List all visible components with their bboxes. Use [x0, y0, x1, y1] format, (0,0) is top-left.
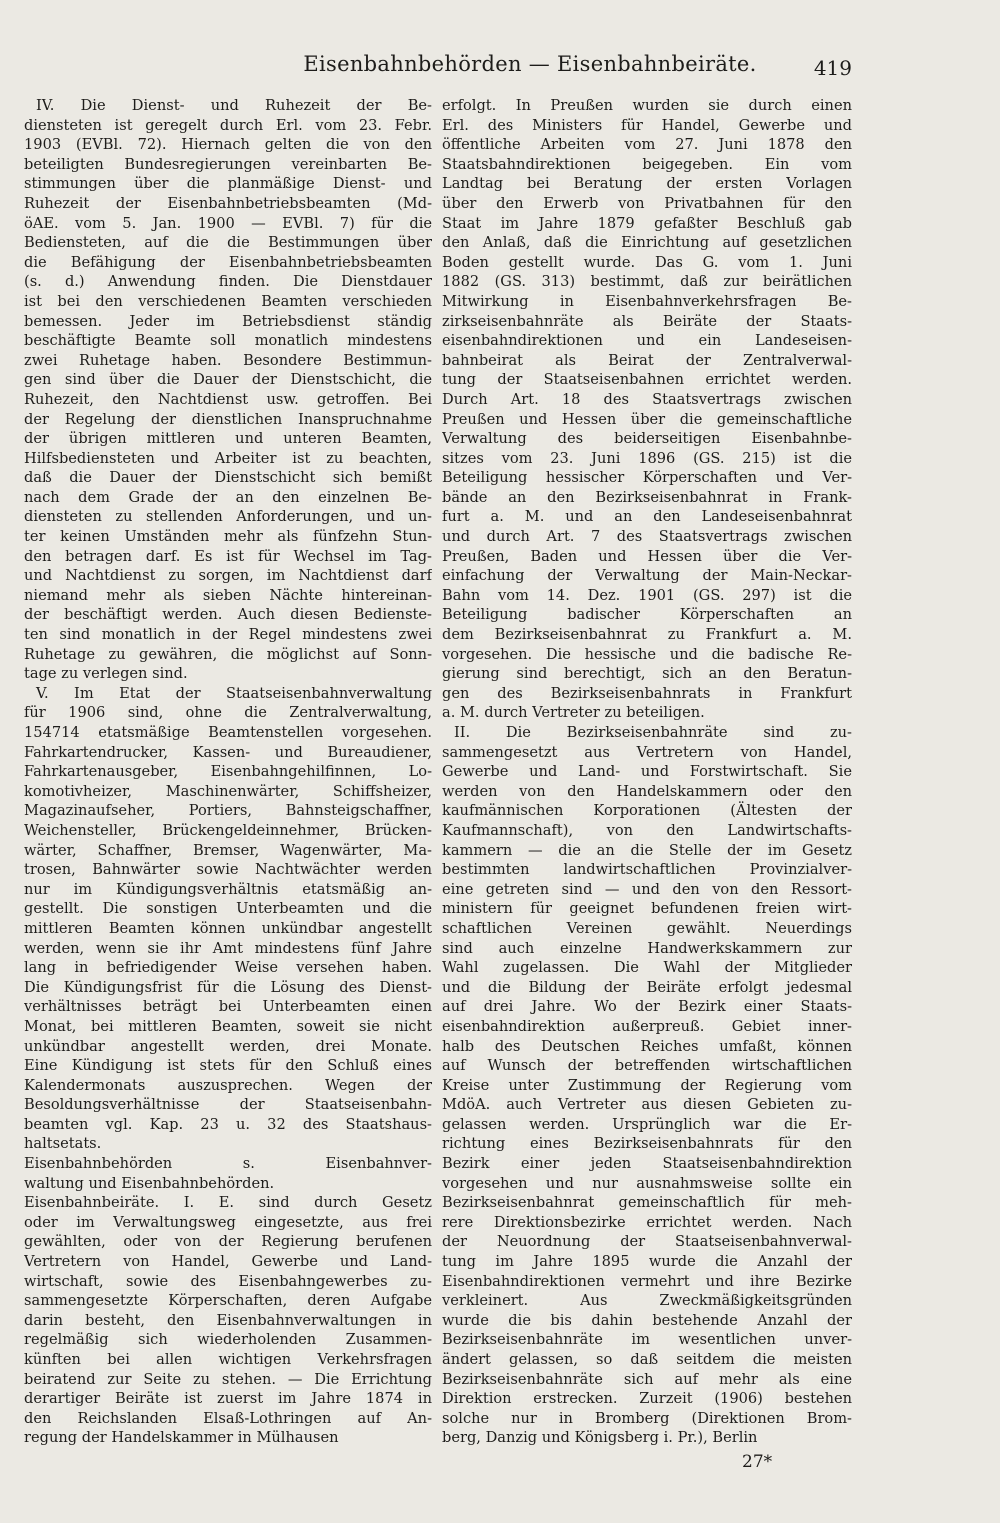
text-line: Hilfsbediensteten und Arbeiter ist zu beachten, [24, 449, 432, 467]
text-line: gierung sind berechtigt, sich an den Beratun- [442, 665, 852, 683]
text-line: Monat, bei mittleren Beamten, soweit sie nicht [24, 1017, 432, 1035]
text-line: derartiger Beiräte ist zuerst im Jahre 1874 in [24, 1390, 432, 1408]
text-line: furt a. M. und an den Landeseisenbahnrat [442, 508, 852, 526]
text-line: rere Direktionsbezirke errichtet werden. Nach [442, 1213, 852, 1231]
text-line: künften bei allen wichtigen Verkehrsfragen [24, 1351, 432, 1368]
text-line: ministern für geeignet befundenen freien wirt- [442, 900, 852, 918]
text-line: solche nur in Bromberg (Direktionen Brom- [442, 1409, 852, 1427]
text-line: gewählten, oder von der Regierung berufenen [24, 1233, 432, 1251]
text-line: Gewerbe und Land- und Forstwirtschaft. Sie [442, 763, 852, 781]
text-line: II. Die Bezirkseisenbahnräte sind zu- [454, 724, 852, 741]
text-line: und Nachtdienst zu sorgen, im Nachtdienst darf [24, 567, 432, 585]
text-line: waltung und Eisenbahnbehörden. [24, 1174, 275, 1192]
text-line: wurde die bis dahin bestehende Anzahl der [442, 1311, 852, 1329]
text-line: werden von den Handelskammern oder den [442, 782, 852, 800]
text-line: regung der Handelskammer in Mülhausen [24, 1429, 339, 1447]
running-header: Eisenbahnbehörden — Eisenbahnbeiräte. [303, 52, 757, 76]
text-line: V. Im Etat der Staatseisenbahnverwaltung [36, 684, 432, 702]
text-line: tage zu verlegen sind. [24, 665, 188, 683]
text-line: (s. d.) Anwendung finden. Die Dienstdauer [24, 273, 432, 291]
right-text-column [442, 96, 852, 1448]
text-line: tung der Staatseisenbahnen errichtet werden. [442, 371, 852, 389]
text-line: vorgesehen. Die hessische und die badische Re- [442, 645, 852, 663]
text-line: der Regelung der dienstlichen Inanspruchnahme [24, 410, 432, 428]
text-line: sitzes vom 23. Juni 1896 (GS. 215) ist die [442, 449, 852, 467]
text-line: und die Bildung der Beiräte erfolgt jedesmal [442, 978, 852, 996]
text-line: Preußen und Hessen über die gemeinschaftliche [442, 410, 852, 428]
text-line: mittleren Beamten können unkündbar angestellt [24, 919, 432, 937]
text-line: über den Erwerb von Privatbahnen für den [442, 194, 852, 212]
text-line: bestimmten landwirtschaftlichen Provinzialver- [442, 861, 852, 879]
text-line: haltsetats. [24, 1135, 102, 1153]
text-line: die Befähigung der Eisenbahnbetriebsbeamten [24, 253, 432, 271]
text-line: bemessen. Jeder im Betriebsdienst ständig [24, 312, 432, 330]
text-line: eine getreten sind — und den von den Ressort- [442, 880, 852, 898]
text-line: a. M. durch Vertreter zu beteiligen. [442, 704, 705, 722]
text-line: 1882 (GS. 313) bestimmt, daß zur beirätlichen [442, 273, 852, 291]
text-line: Bezirkseisenbahnrat gemeinschaftlich für meh- [442, 1194, 852, 1212]
text-line: bände an den Bezirkseisenbahnrat in Frank- [442, 488, 852, 506]
text-line: Erl. des Ministers für Handel, Gewerbe und [442, 116, 852, 134]
text-line: dem Bezirkseisenbahnrat zu Frankfurt a. M. [442, 626, 852, 644]
text-line: Boden gestellt wurde. Das G. vom 1. Juni [442, 253, 852, 271]
text-line: Durch Art. 18 des Staatsvertrags zwischen [442, 390, 852, 408]
text-line: der beschäftigt werden. Auch diesen Bedienste- [24, 606, 432, 624]
text-line: gen des Bezirkseisenbahnrats in Frankfurt [442, 684, 852, 702]
text-line: beamten vgl. Kap. 23 u. 32 des Staatshaus- [24, 1115, 432, 1133]
text-line: Kalendermonats auszusprechen. Wegen der [24, 1076, 432, 1094]
text-line: darin besteht, den Eisenbahnverwaltungen in [24, 1311, 432, 1329]
text-line: Direktion erstrecken. Zurzeit (1906) bestehen [442, 1390, 852, 1408]
text-line: kammern — die an die Stelle der im Gesetz [442, 841, 852, 859]
text-line: berg, Danzig und Königsberg i. Pr.), Berlin [442, 1429, 758, 1447]
text-line: ist bei den verschiedenen Beamten verschieden [24, 292, 432, 310]
text-line: 1903 (EVBl. 72). Hiernach gelten die von den [24, 136, 432, 154]
text-line: Ruhetage zu gewähren, die möglichst auf Sonn- [24, 645, 432, 663]
text-line: diensteten zu stellenden Anforderungen, und un- [24, 508, 432, 526]
text-line: Fahrkartenausgeber, Eisenbahngehilfinnen, Lo- [24, 763, 432, 781]
text-line: halb des Deutschen Reiches umfaßt, können [442, 1037, 852, 1055]
text-line: verkleinert. Aus Zweckmäßigkeitsgründen [442, 1292, 852, 1310]
text-line: sammengesetzte Körperschaften, deren Aufgabe [24, 1292, 432, 1310]
text-line: Staat im Jahre 1879 gefaßter Beschluß gab [442, 214, 852, 232]
text-line: Eine Kündigung ist stets für den Schluß eines [24, 1057, 432, 1075]
text-line: den Anlaß, daß die Einrichtung auf gesetzlichen [442, 234, 852, 252]
text-line: beiratend zur Seite zu stehen. — Die Errichtung [24, 1370, 432, 1388]
text-line: lang in befriedigender Weise versehen haben. [24, 959, 432, 977]
text-line: kaufmännischen Korporationen (Ältesten der [442, 802, 852, 820]
text-line: Fahrkartendrucker, Kassen- und Bureaudiener, [24, 743, 432, 761]
sheet-signature: 27* [742, 1452, 773, 1472]
text-line: sind auch einzelne Handwerkskammern zur [442, 939, 852, 957]
text-line: IV. Die Dienst- und Ruhezeit der Be- [36, 97, 432, 114]
text-line: ändert gelassen, so daß seitdem die meisten [442, 1351, 852, 1368]
text-line: wärter, Schaffner, Bremser, Wagenwärter, Ma- [24, 841, 432, 859]
text-line: auf Wunsch der betreffenden wirtschaftlichen [442, 1057, 852, 1075]
text-line: gelassen werden. Ursprünglich war die Er- [442, 1115, 852, 1133]
text-line: Preußen, Baden und Hessen über die Ver- [442, 547, 852, 565]
text-line: 154714 etatsmäßige Beamtenstellen vorgesehen. [24, 724, 432, 741]
text-line: den Reichslanden Elsaß-Lothringen auf An- [24, 1409, 432, 1427]
text-line: unkündbar angestellt werden, drei Monate. [24, 1037, 432, 1055]
text-line: Ruhezeit, den Nachtdienst usw. getroffen. Bei [24, 390, 432, 408]
text-line: gestellt. Die sonstigen Unterbeamten und die [24, 900, 432, 918]
text-line: Weichensteller, Brückengeldeinnehmer, Brücken- [24, 821, 432, 839]
left-text-column [24, 96, 432, 1448]
text-line: den betragen darf. Es ist für Wechsel im Tag- [24, 547, 432, 565]
text-line: Beteiligung badischer Körperschaften an [442, 606, 852, 624]
text-line: tung im Jahre 1895 wurde die Anzahl der [442, 1253, 852, 1271]
text-line: komotivheizer, Maschinenwärter, Schiffsheizer, [24, 782, 432, 800]
text-line: Kaufmannschaft), von den Landwirtschafts- [442, 821, 852, 839]
text-line: öAE. vom 5. Jan. 1900 — EVBl. 7) für die [24, 214, 432, 232]
text-line: Eisenbahnbeiräte. I. E. sind durch Gesetz [24, 1194, 432, 1212]
text-line: diensteten ist geregelt durch Erl. vom 23. Febr. [24, 116, 432, 134]
text-line: Magazinaufseher, Portiers, Bahnsteigschaffner, [24, 802, 432, 820]
text-line: auf drei Jahre. Wo der Bezirk einer Staats- [442, 998, 852, 1016]
text-line: Bezirk einer jeden Staatseisenbahndirektion [442, 1155, 852, 1173]
text-line: vorgesehen und nur ausnahmsweise sollte ein [442, 1174, 852, 1192]
text-line: einfachung der Verwaltung der Main-Neckar- [442, 567, 852, 585]
text-line: erfolgt. In Preußen wurden sie durch einen [442, 97, 852, 114]
text-line: Die Kündigungsfrist für die Lösung des Dienst- [24, 978, 432, 996]
text-line: Kreise unter Zustimmung der Regierung vom [442, 1076, 852, 1094]
text-line: eisenbahndirektionen und ein Landeseisen- [442, 332, 852, 350]
text-line: bahnbeirat als Beirat der Zentralverwal- [442, 351, 852, 369]
text-line: der übrigen mittleren und unteren Beamten, [24, 430, 432, 448]
text-line: öffentliche Arbeiten vom 27. Juni 1878 den [442, 136, 852, 154]
text-line: regelmäßig sich wiederholenden Zusammen- [24, 1331, 432, 1349]
text-line: sammengesetzt aus Vertretern von Handel, [442, 743, 852, 761]
text-line: nach dem Grade der an den einzelnen Be- [24, 488, 432, 506]
text-line: beteiligten Bundesregierungen vereinbarten Be- [24, 155, 432, 173]
text-line: trosen, Bahnwärter sowie Nachtwächter werden [24, 861, 432, 879]
text-line: Verwaltung des beiderseitigen Eisenbahnbe- [442, 430, 852, 448]
text-line: nur im Kündigungsverhältnis etatsmäßig an- [24, 880, 432, 898]
text-line: Beteiligung hessischer Körperschaften und Ver- [442, 469, 852, 487]
text-line: der Neuordnung der Staatseisenbahnverwal- [442, 1233, 852, 1251]
text-line: Mitwirkung in Eisenbahnverkehrsfragen Be- [442, 292, 852, 310]
text-line: Bezirkseisenbahnräte sich auf mehr als eine [442, 1370, 852, 1388]
text-line: werden, wenn sie ihr Amt mindestens fünf Jahre [24, 939, 432, 957]
text-line: Landtag bei Beratung der ersten Vorlagen [442, 175, 852, 193]
text-line: ter keinen Umständen mehr als fünfzehn Stun- [24, 528, 432, 546]
text-line: für 1906 sind, ohne die Zentralverwaltung, [24, 704, 432, 722]
text-line: ten sind monatlich in der Regel mindestens zwei [24, 626, 432, 644]
text-line: Staatsbahndirektionen beigegeben. Ein vom [442, 155, 852, 173]
text-line: Eisenbahndirektionen vermehrt und ihre Bezirke [442, 1272, 852, 1290]
text-line: wirtschaft, sowie des Eisenbahngewerbes zu- [24, 1272, 432, 1290]
text-line: Bediensteten, auf die die Bestimmungen über [24, 234, 432, 252]
text-line: Bezirkseisenbahnräte im wesentlichen unver- [442, 1331, 852, 1349]
text-line: Vertretern von Handel, Gewerbe und Land- [24, 1253, 432, 1271]
text-line: stimmungen über die planmäßige Dienst- und [24, 175, 432, 193]
text-line: Bahn vom 14. Dez. 1901 (GS. 297) ist die [442, 586, 852, 604]
text-line: daß die Dauer der Dienstschicht sich bemißt [24, 469, 432, 487]
text-line: zirkseisenbahnräte als Beiräte der Staats- [442, 312, 852, 330]
text-line: richtung eines Bezirkseisenbahnrats für den [442, 1135, 852, 1153]
text-line: eisenbahndirektion außerpreuß. Gebiet inner- [442, 1017, 852, 1035]
text-line: oder im Verwaltungsweg eingesetzte, aus frei [24, 1213, 432, 1231]
text-line: niemand mehr als sieben Nächte hintereinan- [24, 586, 432, 604]
text-line: verhältnisses beträgt bei Unterbeamten einen [24, 998, 432, 1016]
text-line: schaftlichen Vereinen gewählt. Neuerdings [442, 919, 852, 937]
text-line: gen sind über die Dauer der Dienstschicht, die [24, 371, 432, 389]
text-line: Wahl zugelassen. Die Wahl der Mitglieder [442, 959, 852, 977]
text-line: zwei Ruhetage haben. Besondere Bestimmun- [24, 351, 432, 369]
text-line: Ruhezeit der Eisenbahnbetriebsbeamten (Md- [24, 194, 432, 212]
page-number: 419 [813, 56, 852, 80]
text-line: MdöA. auch Vertreter aus diesen Gebieten zu- [442, 1096, 852, 1114]
text-line: und durch Art. 7 des Staatsvertrags zwischen [442, 528, 852, 546]
text-line: Eisenbahnbehörden s. Eisenbahnver- [24, 1155, 432, 1173]
text-line: beschäftigte Beamte soll monatlich mindestens [24, 332, 432, 350]
text-line: Besoldungsverhältnisse der Staatseisenbahn- [24, 1096, 432, 1114]
